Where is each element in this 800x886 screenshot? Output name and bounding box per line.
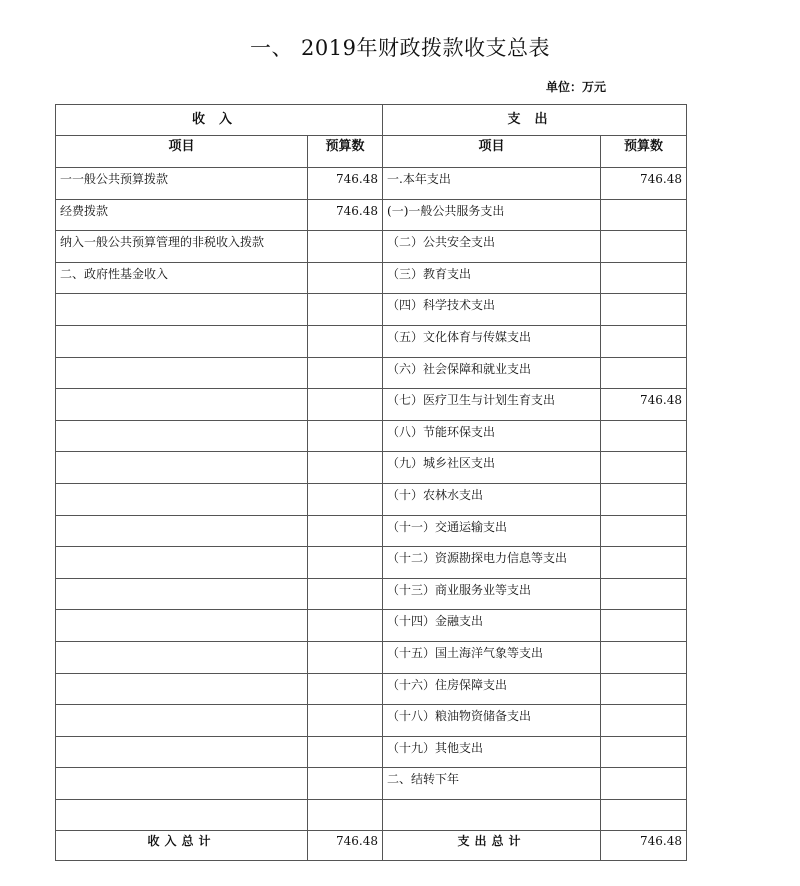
income-budget-header: 预算数 <box>308 136 383 168</box>
income-value-cell <box>308 673 383 705</box>
income-item-cell <box>56 325 308 357</box>
income-value-cell <box>308 515 383 547</box>
expense-item-cell: （十五）国土海洋气象等支出 <box>383 641 601 673</box>
expense-item-cell: （十八）粮油物资储备支出 <box>383 705 601 737</box>
budget-table <box>55 104 687 861</box>
expense-item-cell: （十二）资源勘探电力信息等支出 <box>383 547 601 579</box>
expense-value-cell <box>601 578 687 610</box>
expense-item-cell: （八）节能环保支出 <box>383 420 601 452</box>
table-row <box>56 168 687 200</box>
expense-item-cell: （十四）金融支出 <box>383 610 601 642</box>
income-band-header: 收入 <box>56 105 383 136</box>
expense-value-cell <box>601 452 687 484</box>
expense-value-cell: 746.48 <box>601 389 687 421</box>
income-value-cell <box>308 578 383 610</box>
expense-band-header: 支出 <box>383 105 687 136</box>
expense-item-cell: （五）文化体育与传媒支出 <box>383 325 601 357</box>
table-row <box>56 199 687 231</box>
income-total-label: 收入总计 <box>56 831 308 861</box>
table-row <box>56 483 687 515</box>
income-item-cell <box>56 641 308 673</box>
expense-value-cell <box>601 610 687 642</box>
table-row <box>56 389 687 421</box>
income-value-cell <box>308 641 383 673</box>
expense-value-cell <box>601 199 687 231</box>
expense-item-cell: （九）城乡社区支出 <box>383 452 601 484</box>
income-value-cell <box>308 294 383 326</box>
expense-item-cell: （十六）住房保障支出 <box>383 673 601 705</box>
expense-item-cell: （十三）商业服务业等支出 <box>383 578 601 610</box>
table-row <box>56 452 687 484</box>
expense-item-cell: （四）科学技术支出 <box>383 294 601 326</box>
table-row <box>56 578 687 610</box>
income-value-cell <box>308 357 383 389</box>
income-item-cell <box>56 389 308 421</box>
expense-item-header: 项目 <box>383 136 601 168</box>
income-item-cell: 一一般公共预算拨款 <box>56 168 308 200</box>
income-item-cell: 经费拨款 <box>56 199 308 231</box>
expense-value-cell <box>601 357 687 389</box>
column-header-row <box>56 136 687 168</box>
expense-item-cell: （二）公共安全支出 <box>383 231 601 263</box>
income-value-cell <box>308 799 383 831</box>
income-item-cell <box>56 483 308 515</box>
income-total-value: 746.48 <box>308 831 383 861</box>
income-value-cell <box>308 452 383 484</box>
income-item-cell <box>56 610 308 642</box>
expense-total-label: 支出总计 <box>383 831 601 861</box>
table-row <box>56 641 687 673</box>
income-item-cell: 纳入一般公共预算管理的非税收入拨款 <box>56 231 308 263</box>
income-item-cell <box>56 420 308 452</box>
income-item-cell <box>56 736 308 768</box>
income-item-cell <box>56 768 308 800</box>
expense-value-cell <box>601 799 687 831</box>
income-value-cell <box>308 231 383 263</box>
income-item-cell <box>56 452 308 484</box>
table-row <box>56 799 687 831</box>
table-row <box>56 357 687 389</box>
table-row <box>56 420 687 452</box>
expense-value-cell <box>601 325 687 357</box>
income-value-cell <box>308 389 383 421</box>
expense-item-cell <box>383 799 601 831</box>
income-item-cell <box>56 705 308 737</box>
expense-item-cell: （三）教育支出 <box>383 262 601 294</box>
expense-value-cell <box>601 768 687 800</box>
expense-value-cell <box>601 483 687 515</box>
table-row <box>56 705 687 737</box>
band-row <box>56 105 687 136</box>
expense-value-cell <box>601 547 687 579</box>
income-value-cell: 746.48 <box>308 168 383 200</box>
table-row <box>56 547 687 579</box>
expense-value-cell <box>601 641 687 673</box>
expense-item-cell: （七）医疗卫生与计划生育支出 <box>383 389 601 421</box>
table-row <box>56 262 687 294</box>
expense-item-cell: （十九）其他支出 <box>383 736 601 768</box>
expense-item-cell: 一.本年支出 <box>383 168 601 200</box>
income-item-cell <box>56 515 308 547</box>
expense-value-cell <box>601 262 687 294</box>
expense-value-cell <box>601 736 687 768</box>
table-row <box>56 515 687 547</box>
table-row <box>56 736 687 768</box>
table-row <box>56 325 687 357</box>
table-row <box>56 610 687 642</box>
income-value-cell <box>308 325 383 357</box>
title-prefix: 一、 <box>250 36 294 60</box>
income-value-cell <box>308 483 383 515</box>
income-value-cell <box>308 547 383 579</box>
total-row <box>56 831 687 861</box>
income-value-cell <box>308 736 383 768</box>
income-value-cell <box>308 262 383 294</box>
income-item-cell <box>56 673 308 705</box>
expense-value-cell <box>601 515 687 547</box>
expense-value-cell: 746.48 <box>601 168 687 200</box>
expense-item-cell: (一)一般公共服务支出 <box>383 199 601 231</box>
table-row <box>56 294 687 326</box>
expense-item-cell: （十）农林水支出 <box>383 483 601 515</box>
income-item-cell <box>56 294 308 326</box>
expense-item-cell: （十一）交通运输支出 <box>383 515 601 547</box>
expense-item-cell: （六）社会保障和就业支出 <box>383 357 601 389</box>
income-item-header: 项目 <box>56 136 308 168</box>
table-row <box>56 768 687 800</box>
income-item-cell <box>56 578 308 610</box>
income-value-cell: 746.48 <box>308 199 383 231</box>
income-item-cell <box>56 547 308 579</box>
expense-value-cell <box>601 231 687 263</box>
income-item-cell: 二、政府性基金收入 <box>56 262 308 294</box>
expense-value-cell <box>601 673 687 705</box>
table-row <box>56 231 687 263</box>
expense-value-cell <box>601 705 687 737</box>
title-text: 2019年财政拨款收支总表 <box>301 36 550 60</box>
income-value-cell <box>308 768 383 800</box>
expense-budget-header: 预算数 <box>601 136 687 168</box>
expense-value-cell <box>601 420 687 452</box>
income-item-cell <box>56 799 308 831</box>
income-value-cell <box>308 610 383 642</box>
table-row <box>56 673 687 705</box>
income-value-cell <box>308 705 383 737</box>
expense-item-cell: 二、结转下年 <box>383 768 601 800</box>
income-value-cell <box>308 420 383 452</box>
budget-table-body <box>56 105 687 861</box>
income-item-cell <box>56 357 308 389</box>
expense-value-cell <box>601 294 687 326</box>
expense-total-value: 746.48 <box>601 831 687 861</box>
page-title <box>0 32 800 62</box>
unit-label: 单位：万元 <box>546 80 607 94</box>
